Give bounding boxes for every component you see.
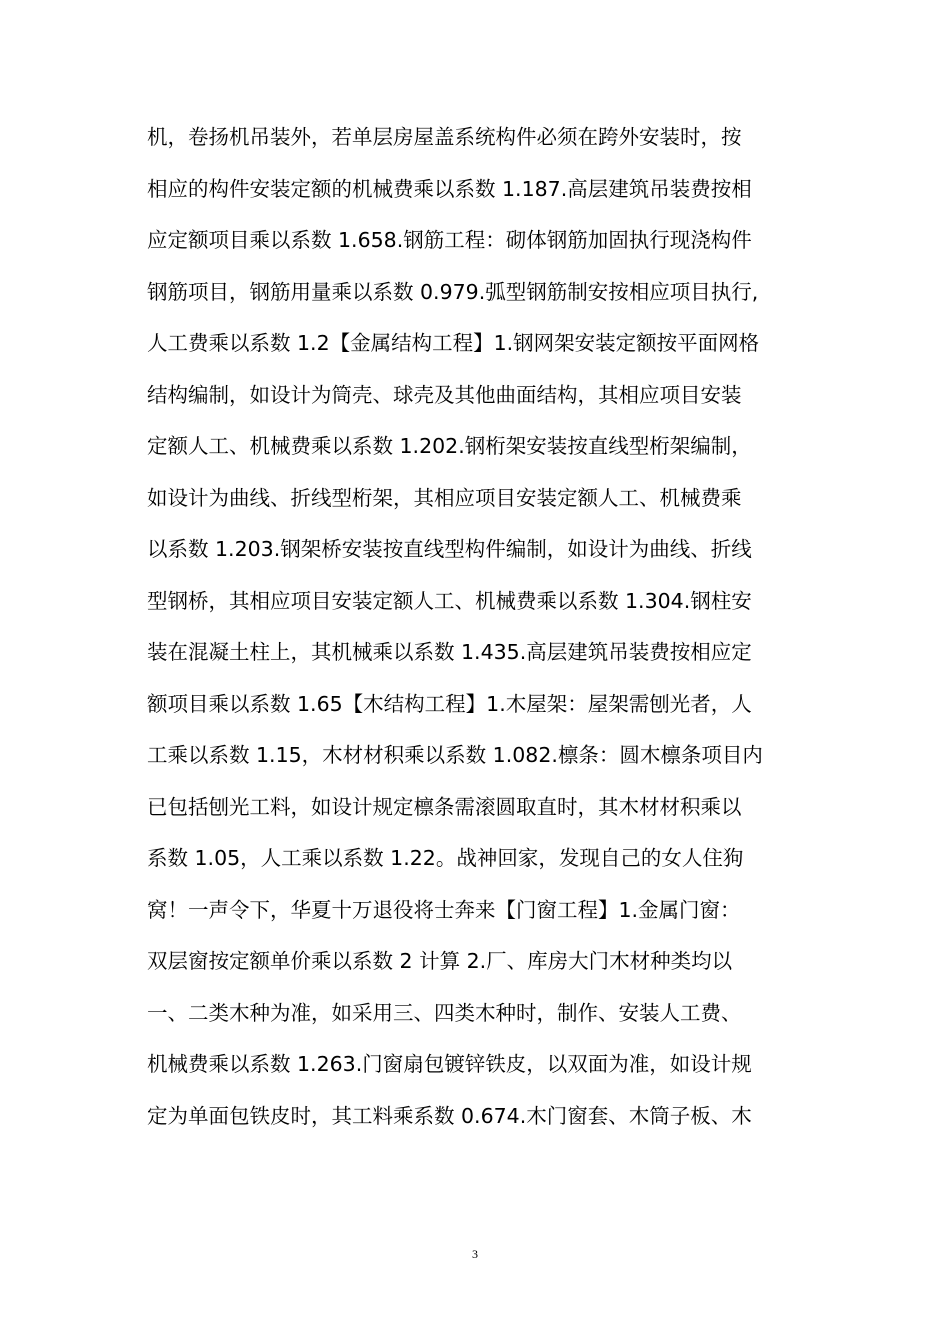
text-line: 结构编制，如设计为筒壳、球壳及其他曲面结构，其相应项目安装 <box>147 382 742 407</box>
text-line: 机械费乘以系数 1.263.门窗扇包镀锌铁皮，以双面为准，如设计规 <box>147 1052 752 1076</box>
text-line: 定为单面包铁皮时，其工料乘系数 0.674.木门窗套、木筒子板、木 <box>147 1103 752 1128</box>
text-line: 应定额项目乘以系数 1.658.钢筋工程：砌体钢筋加固执行现浇构件 <box>147 228 752 252</box>
text-line: 机，卷扬机吊装外，若单层房屋盖系统构件必须在跨外安装时，按 <box>147 125 742 149</box>
text-line: 型钢桥，其相应项目安装定额人工、机械费乘以系数 1.304.钢柱安 <box>147 588 752 613</box>
text-line: 系数 1.05，人工乘以系数 1.22。战神回家，发现自己的女人住狗 <box>147 846 744 870</box>
text-line: 如设计为曲线、折线型桁架，其相应项目安装定额人工、机械费乘 <box>147 485 742 510</box>
text-line: 人工费乘以系数 1.2【金属结构工程】1.钢网架安装定额按平面网格 <box>147 331 760 355</box>
text-line: 相应的构件安装定额的机械费乘以系数 1.187.高层建筑吊装费按相 <box>147 176 752 201</box>
text-line: 定额人工、机械费乘以系数 1.202.钢桁架安装按直线型桁架编制， <box>147 434 752 458</box>
text-line: 一、二类木种为准，如采用三、四类木种时，制作、安装人工费、 <box>147 1000 742 1025</box>
text-line: 以系数 1.203.钢架桥安装按直线型构件编制，如设计为曲线、折线 <box>147 537 752 561</box>
page-number: 3 <box>472 1247 478 1261</box>
text-line: 双层窗按定额单价乘以系数 2 计算 2.厂、库房大门木材种类均以 <box>147 949 733 973</box>
text-line: 窝！一声令下，华夏十万退役将士奔来【门窗工程】1.金属门窗： <box>147 897 741 922</box>
text-line: 工乘以系数 1.15，木材材积乘以系数 1.082.檩条：圆木檩条项目内 <box>147 743 763 767</box>
text-line: 钢筋项目，钢筋用量乘以系数 0.979.弧型钢筋制安按相应项目执行, <box>147 279 759 304</box>
text-line: 额项目乘以系数 1.65【木结构工程】1.木屋架：屋架需刨光者，人 <box>147 691 752 716</box>
text-line: 装在混凝土柱上，其机械乘以系数 1.435.高层建筑吊装费按相应定 <box>147 640 752 664</box>
text-line: 已包括刨光工料，如设计规定檩条需滚圆取直时，其木材材积乘以 <box>147 794 742 819</box>
body-text <box>147 112 807 1142</box>
